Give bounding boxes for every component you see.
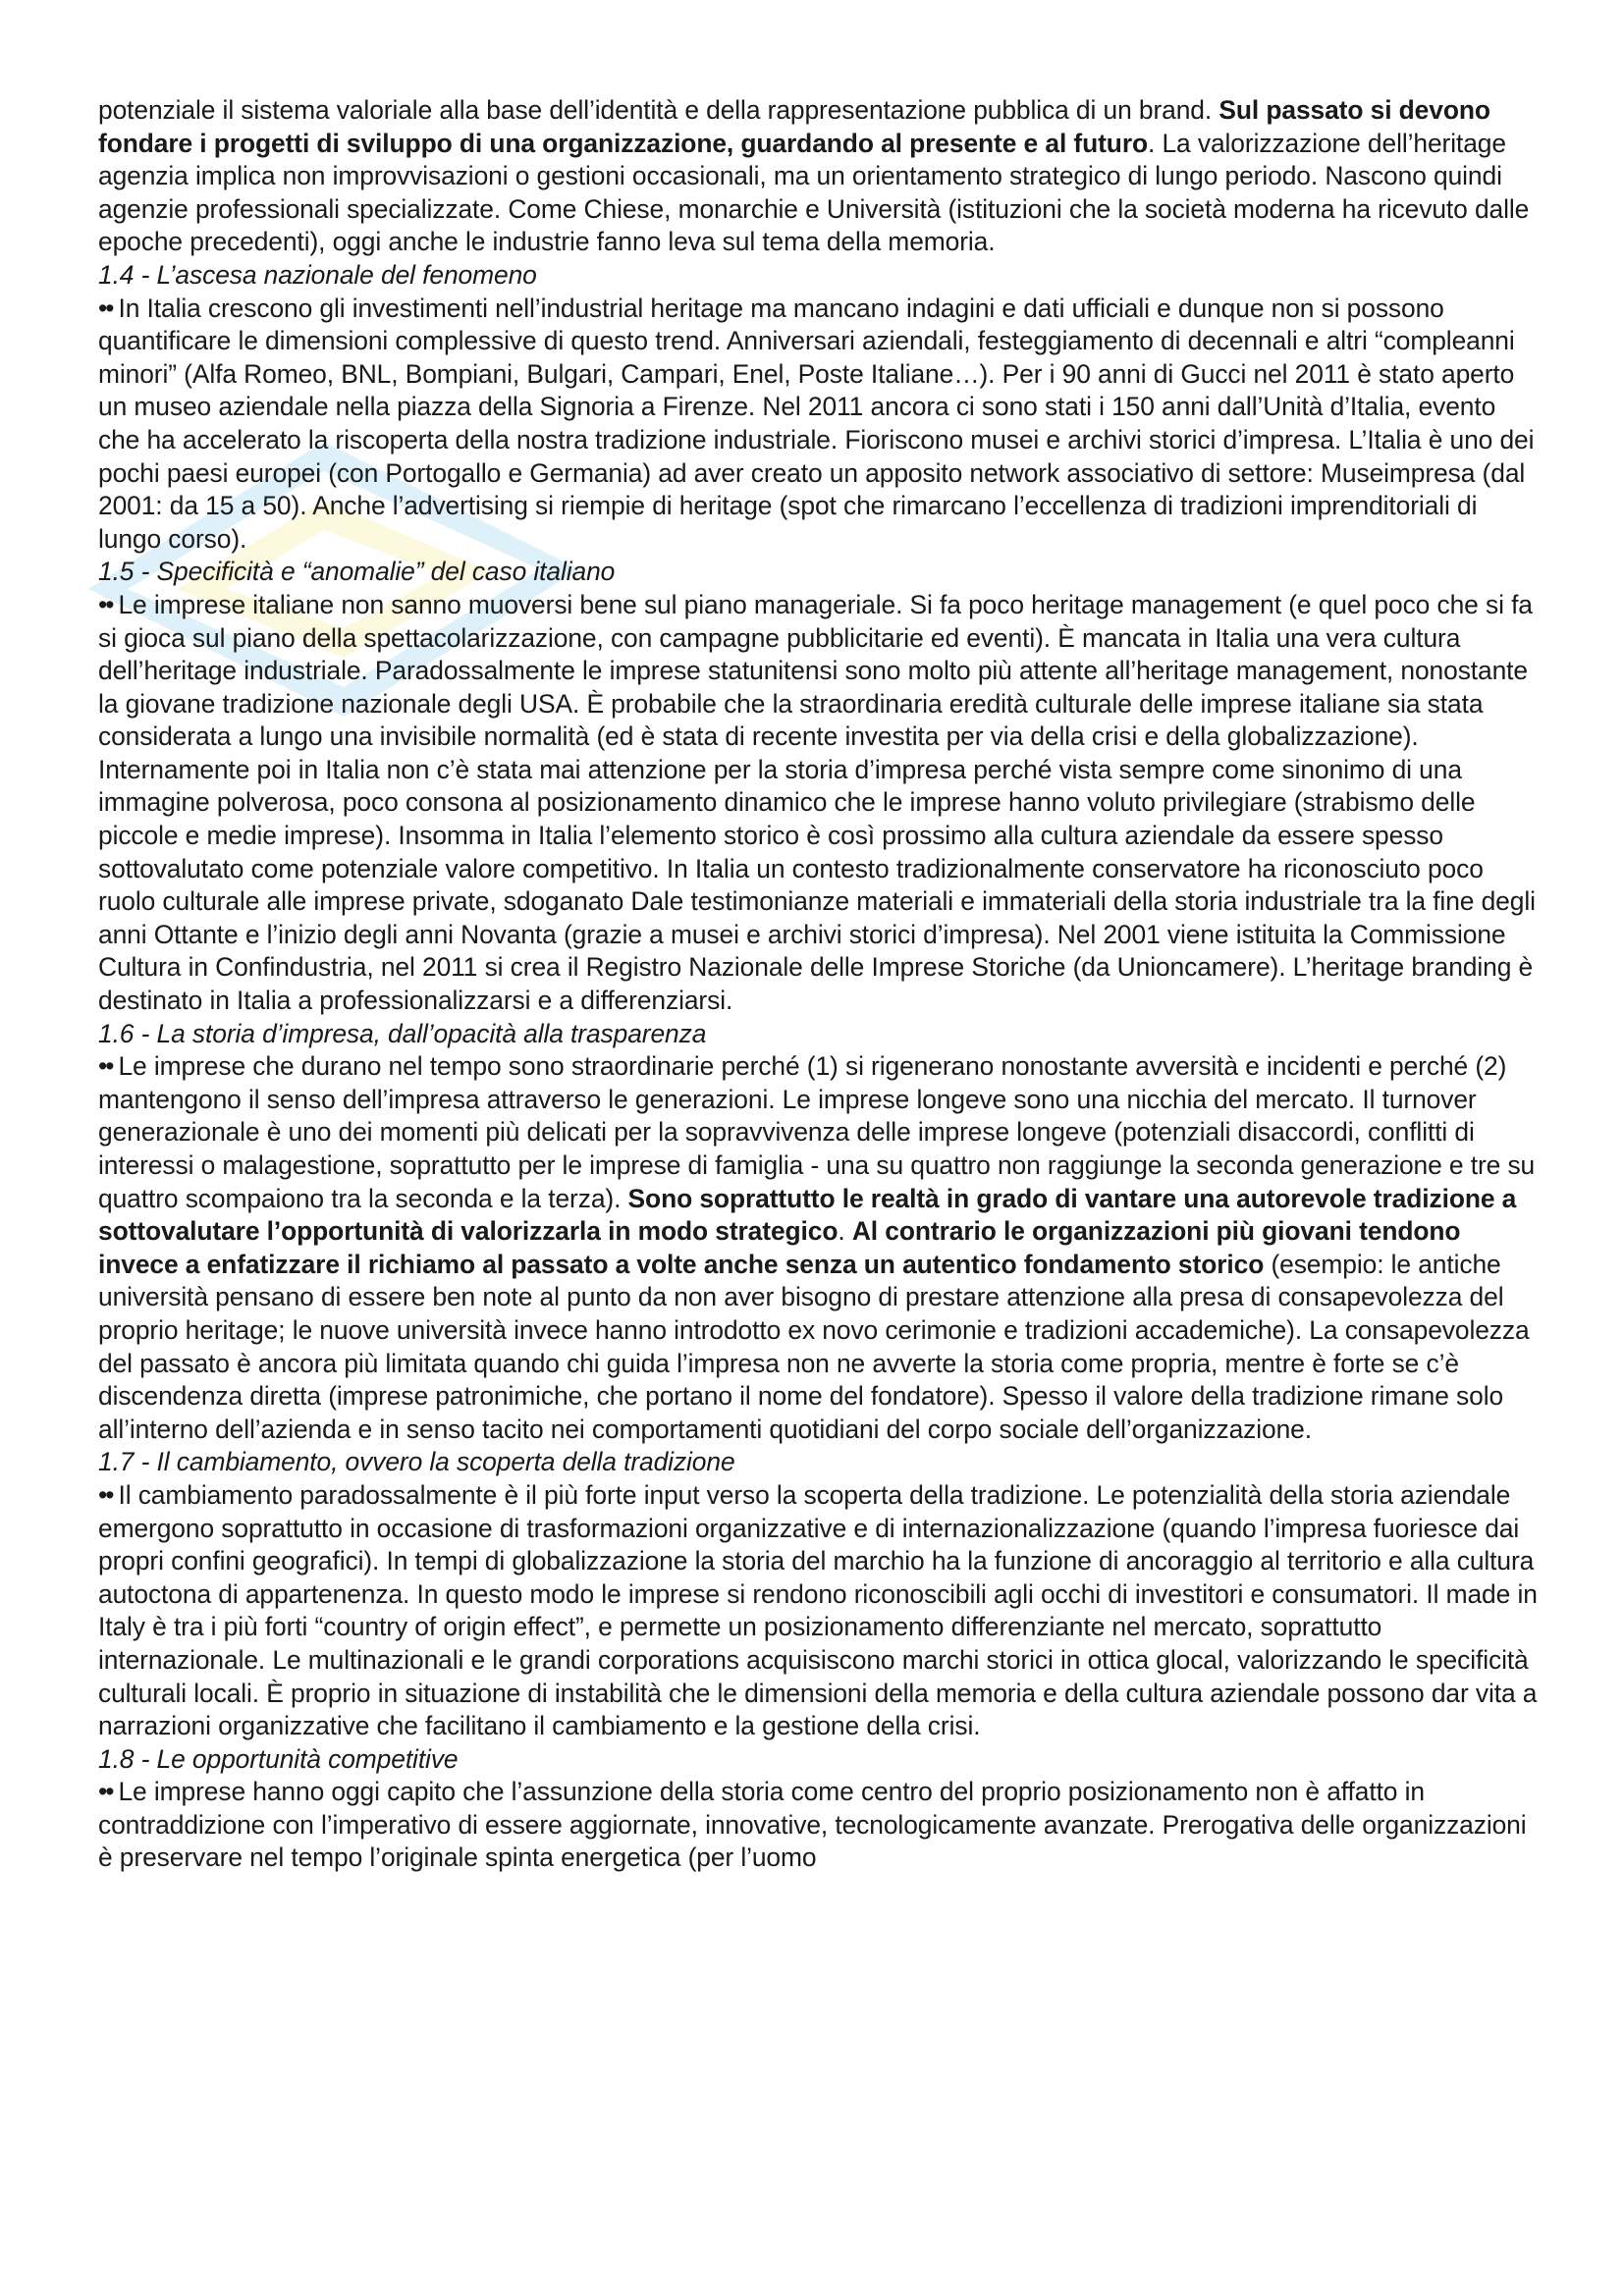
bullet-icon: ••: [98, 589, 113, 619]
bold-statement: Al contrario le organizzazioni più giovani tendono invece a enfatizzare il richiamo al passato a volte anche senza un autentico fondamento storico: [98, 1216, 1461, 1279]
bullet-icon: ••: [98, 1479, 113, 1510]
document-page: [98, 94, 1542, 1875]
section-heading-1-4: 1.4 - L’ascesa nazionale del fenomeno: [98, 259, 537, 290]
section-heading-1-7: 1.7 - Il cambiamento, ovvero la scoperta della tradizione: [98, 1447, 735, 1477]
section-body-1-6: •• Le imprese che durano nel tempo sono straordinarie perché (1) si rigenerano nonostante avversità e incidenti e perché (2) mantengono il senso dell’impresa attraverso le generazioni. Le imprese longeve sono una nicchia del mercato. Il turnover generazionale è uno dei momenti più delicati per la sopravvivenza delle imprese longeve (potenziali disaccordi, conflitti di interessi o malagestione, soprattutto per le imprese di famiglia - una su quattro non raggiunge la seconda generazione e tre su quattro scompaiono tra la seconda e la terza). Sono soprattutto le realtà in grado di vantare una autorevole tradizione a sottovalutare l’opportunità di valorizzarla in modo strategico. Al contrario le organizzazioni più giovani tendono invece a enfatizzare il richiamo al passato a volte anche senza un autentico fondamento storico (esempio: le antiche università pensano di essere ben note al punto da non aver bisogno di prestare attenzione alla presa di consapevolezza del proprio heritage; le nuove università invece hanno introdotto ex novo cerimonie e tradizioni accademiche). La consapevolezza del passato è ancora più limitata quando chi guida l’impresa non ne avverte la storia come propria, mentre è forte se c’è discendenza diretta (imprese patronimiche, che portano il nome del fondatore). Spesso il valore della tradizione rimane solo all’interno dell’azienda e in senso tacito nei comportamenti quotidiani del corpo sociale dell’organizzazione.: [98, 1051, 1536, 1444]
section-heading-1-6: 1.6 - La storia d’impresa, dall’opacità alla trasparenza: [98, 1018, 707, 1048]
section-heading-1-8: 1.8 - Le opportunità competitive: [98, 1743, 459, 1774]
section-body-1-8: •• Le imprese hanno oggi capito che l’assunzione della storia come centro del proprio posizionamento non è affatto in contraddizione con l’imperativo di essere aggiornate, innovative, tecnologicamente avanzate. Prerogativa delle organizzazioni è preservare nel tempo l’originale spinta energetica (per l’uomo: [98, 1777, 1527, 1873]
intro-paragraph: potenziale il sistema valoriale alla base dell’identità e della rappresentazione pubblica di un brand. Sul passato si devono fondare i progetti di sviluppo di una organizzazione, guardando al presente e al futuro. La valorizzazione dell’heritage agenzia implica non improvvisazioni o gestioni occasionali, ma un orientamento strategico di lungo periodo. Nascono quindi agenzie professionali specializzate. Come Chiese, monarchie e Università (istituzioni che la società moderna ha ricevuto dalle epoche precedenti), oggi anche le industrie fanno leva sul tema della memoria.: [98, 95, 1530, 257]
bold-statement: Sono soprattutto le realtà in grado di vantare una autorevole tradizione a sottovalutare l’opportunità di valorizzarla in modo strategico: [98, 1183, 1517, 1247]
bullet-icon: ••: [98, 293, 113, 323]
section-body-1-7: •• Il cambiamento paradossalmente è il più forte input verso la scoperta della tradizione. Le potenzialità della storia aziendale emergono soprattutto in occasione di trasformazioni organizzative e di internazionalizzazione (quando l’impresa fuoriesce dai propri confini geografici). In tempi di globalizzazione la storia del marchio ha la funzione di ancoraggio al territorio e alla cultura autoctona di appartenenza. In questo modo le imprese si rendono riconoscibili agli occhi di investitori e consumatori. Il made in Italy è tra i più forti “country of origin effect”, e permette un posizionamento differenziante nel mercato, soprattutto internazionale. Le multinazionali e le grandi corporations acquisiscono marchi storici in ottica glocal, valorizzando le specificità culturali locali. È proprio in situazione di instabilità che le dimensioni della memoria e della cultura aziendale possono dar vita a narrazioni organizzative che facilitano il cambiamento e la gestione della crisi.: [98, 1479, 1538, 1741]
bullet-icon: ••: [98, 1777, 113, 1807]
section-body-1-4: •• In Italia crescono gli investimenti nell’industrial heritage ma mancano indagini e dati ufficiali e dunque non si possono quantificare le dimensioni complessive di questo trend. Anniversari aziendali, festeggiamento di decennali e altri “compleanni minori” (Alfa Romeo, BNL, Bompiani, Bulgari, Campari, Enel, Poste Italiane…). Per i 90 anni di Gucci nel 2011 è stato aperto un museo aziendale nella piazza della Signoria a Firenze. Nel 2011 ancora ci sono stati i 150 anni dall’Unità d’Italia, evento che ha accelerato la riscoperta della nostra tradizione industriale. Fioriscono musei e archivi storici d’impresa. L’Italia è uno dei pochi paesi europei (con Portogallo e Germania) ad aver creato un apposito network associativo di settore: Museimpresa (dal 2001: da 15 a 50). Anche l’advertising si riempie di heritage (spot che rimarcano l’eccellenza di tradizioni imprenditoriali di lungo corso).: [98, 293, 1535, 554]
section-body-1-5: •• Le imprese italiane non sanno muoversi bene sul piano manageriale. Si fa poco heritage management (e quel poco che si fa si gioca sul piano della spettacolarizzazione, con campagne pubblicitarie ed eventi). È mancata in Italia una vera cultura dell’heritage industriale. Paradossalmente le imprese statunitensi sono molto più attente all’heritage management, nonostante la giovane tradizione nazionale degli USA. È probabile che la straordinaria eredità culturale delle imprese italiane sia stata considerata a lungo una invisibile normalità (ed è stata di recente investita per via della crisi e della globalizzazione). Internamente poi in Italia non c’è stata mai attenzione per la storia d’impresa perché vista sempre come sinonimo di una immagine polverosa, poco consona al posizionamento dinamico che le imprese hanno voluto privilegiare (strabismo delle piccole e medie imprese). Insomma in Italia l’elemento storico è così prossimo alla cultura aziendale da essere spesso sottovalutato come potenziale valore competitivo. In Italia un contesto tradizionalmente conservatore ha riconosciuto poco ruolo culturale alle imprese private, sdoganato Dale testimonianze materiali e immateriali della storia industriale tra la fine degli anni Ottante e l’inizio degli anni Novanta (grazie a musei e archivi storici d’impresa). Nel 2001 viene istituita la Commissione Cultura in Confindustria, nel 2011 si crea il Registro Nazionale delle Imprese Storiche (da Unioncamere). L’heritage branding è destinato in Italia a professionalizzarsi e a differenziarsi.: [98, 589, 1536, 1016]
intro-bold-statement: Sul passato si devono fondare i progetti di sviluppo di una organizzazione, guardando al presente e al futuro: [98, 95, 1490, 158]
bullet-icon: ••: [98, 1051, 113, 1082]
section-heading-1-5: 1.5 - Specificità e “anomalie” del caso italiano: [98, 557, 616, 587]
